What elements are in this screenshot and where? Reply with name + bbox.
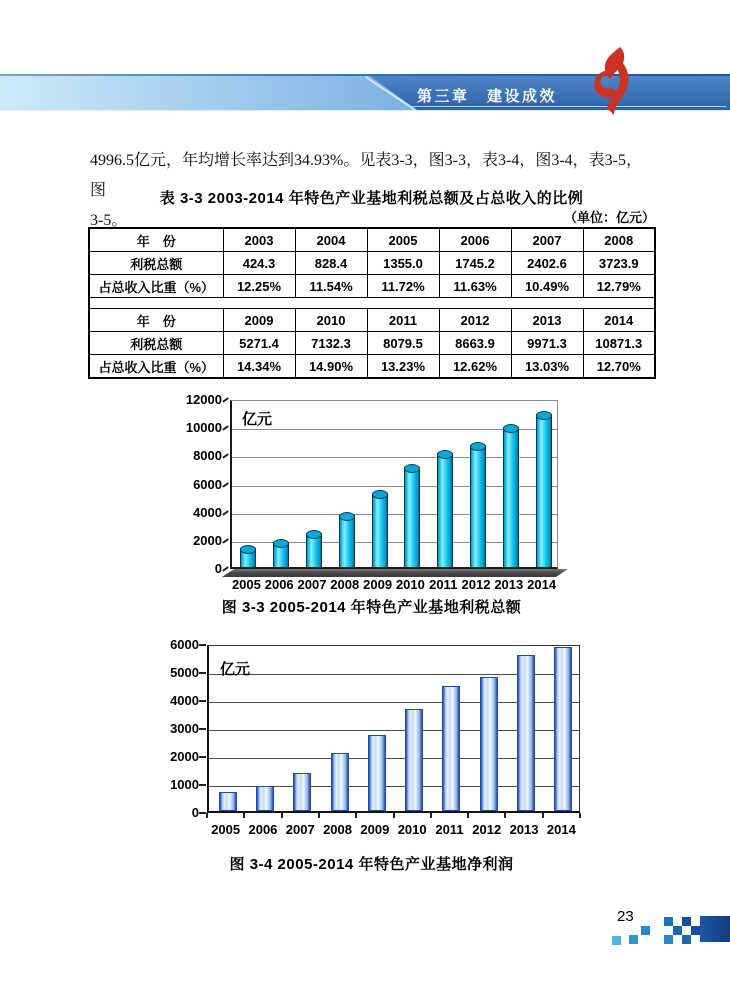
x-axis-label: 2008 bbox=[323, 822, 352, 837]
plot-area bbox=[230, 400, 558, 569]
y-axis-label: 4000 bbox=[193, 504, 222, 520]
y-axis-label: 5000 bbox=[170, 665, 199, 680]
value-cell: 1745.2 bbox=[439, 252, 511, 275]
value-cell: 3723.9 bbox=[583, 252, 655, 275]
bar-2007 bbox=[293, 773, 311, 811]
x-axis-tick bbox=[579, 813, 581, 818]
value-cell: 8663.9 bbox=[439, 332, 511, 355]
table-spacer-row bbox=[89, 298, 655, 309]
value-cell: 8079.5 bbox=[367, 332, 439, 355]
chapter-title: 第三章 建设成效 bbox=[417, 88, 558, 105]
value-cell: 14.34% bbox=[223, 355, 295, 379]
table-row bbox=[89, 355, 655, 379]
value-cell: 13.03% bbox=[511, 355, 583, 379]
x-axis-label: 2013 bbox=[494, 577, 524, 592]
flame-logo-icon bbox=[584, 47, 642, 117]
y-axis-label: 1000 bbox=[170, 777, 199, 792]
bar-2008 bbox=[331, 753, 349, 811]
bar-2006 bbox=[273, 542, 289, 567]
row-label-cell: 占总收入比重（%） bbox=[89, 355, 223, 379]
row-label-cell: 年 份 bbox=[89, 309, 223, 332]
y-axis-label: 12000 bbox=[185, 392, 222, 407]
value-cell: 828.4 bbox=[295, 252, 367, 275]
x-axis-label: 2006 bbox=[264, 577, 294, 592]
chart-figure-3-4 bbox=[170, 636, 588, 848]
value-cell: 5271.4 bbox=[223, 332, 295, 355]
x-axis-tick bbox=[355, 813, 357, 818]
figure-3-4-caption: 图 3-4 2005-2014 年特色产业基地净利润 bbox=[229, 856, 514, 873]
y-axis-label: 2000 bbox=[193, 532, 222, 548]
chart-figure-3-3 bbox=[186, 392, 586, 602]
value-cell: 1355.0 bbox=[367, 252, 439, 275]
y-axis-tick bbox=[199, 728, 206, 730]
x-axis-label: 2009 bbox=[360, 822, 390, 837]
bar-2009 bbox=[372, 493, 388, 567]
y-axis-label: 4000 bbox=[170, 693, 199, 708]
plot-area bbox=[207, 645, 580, 813]
x-axis-label: 2009 bbox=[363, 577, 393, 592]
y-axis-tick bbox=[222, 454, 229, 460]
bar-2010 bbox=[405, 709, 423, 811]
value-cell: 12.25% bbox=[223, 275, 295, 298]
bar-2010 bbox=[404, 467, 420, 567]
x-axis-label: 2011 bbox=[429, 577, 458, 592]
y-axis-tick bbox=[222, 538, 229, 544]
x-axis-tick bbox=[430, 813, 432, 818]
y-axis-tick bbox=[222, 425, 229, 431]
value-cell: 2011 bbox=[367, 309, 439, 332]
bar-2006 bbox=[256, 786, 274, 812]
value-cell: 11.72% bbox=[367, 275, 439, 298]
x-axis-tick bbox=[318, 813, 320, 818]
page-number: 23 bbox=[617, 908, 634, 925]
y-axis-tick bbox=[222, 482, 229, 488]
y-axis-label: 3000 bbox=[170, 721, 199, 736]
value-cell: 2013 bbox=[511, 309, 583, 332]
row-label-cell: 年 份 bbox=[89, 228, 223, 252]
x-axis-label: 2007 bbox=[285, 822, 315, 837]
value-cell: 12.62% bbox=[439, 355, 511, 379]
x-axis-tick bbox=[542, 813, 544, 818]
table-row bbox=[89, 275, 655, 298]
y-axis-tick bbox=[199, 756, 206, 758]
value-cell: 2007 bbox=[511, 228, 583, 252]
bar-2014 bbox=[536, 414, 552, 567]
bar-2014 bbox=[554, 647, 572, 811]
x-axis-label: 2006 bbox=[248, 822, 278, 837]
bar-2011 bbox=[437, 453, 453, 567]
value-cell: 2003 bbox=[223, 228, 295, 252]
bar-2008 bbox=[339, 515, 355, 567]
value-cell: 2402.6 bbox=[511, 252, 583, 275]
x-axis-label: 2005 bbox=[231, 577, 261, 592]
y-axis-tick bbox=[222, 510, 229, 516]
value-cell: 424.3 bbox=[223, 252, 295, 275]
table-row bbox=[89, 309, 655, 332]
value-cell: 10.49% bbox=[511, 275, 583, 298]
banner-underline bbox=[412, 106, 726, 107]
y-axis-label: 8000 bbox=[193, 448, 222, 464]
x-axis-tick bbox=[467, 813, 469, 818]
y-axis-label: 0 bbox=[191, 805, 199, 820]
bar-2012 bbox=[480, 677, 498, 811]
x-axis-label: 2010 bbox=[395, 577, 425, 592]
x-axis-label: 2007 bbox=[297, 577, 327, 592]
bar-2007 bbox=[306, 533, 322, 567]
ratio-table bbox=[88, 227, 656, 379]
table-title: 表 3-3 2003-2014 年特色产业基地利税总额及占总收入的比例 bbox=[159, 190, 584, 207]
table-row bbox=[89, 332, 655, 355]
value-cell: 2014 bbox=[583, 309, 655, 332]
x-axis-tick bbox=[243, 813, 245, 818]
value-cell: 10871.3 bbox=[583, 332, 655, 355]
chart-floor-3d bbox=[222, 569, 568, 577]
bar-2013 bbox=[517, 655, 535, 811]
value-cell: 7132.3 bbox=[295, 332, 367, 355]
value-cell: 11.54% bbox=[295, 275, 367, 298]
y-axis-label: 0 bbox=[214, 561, 222, 576]
value-cell: 2012 bbox=[439, 309, 511, 332]
y-axis-tick bbox=[222, 397, 229, 403]
x-axis-tick bbox=[504, 813, 506, 818]
table-unit-note: （单位：亿元） bbox=[563, 210, 655, 225]
value-cell: 11.63% bbox=[439, 275, 511, 298]
row-label-cell: 利税总额 bbox=[89, 252, 223, 275]
y-axis-unit-label: 亿元 bbox=[220, 661, 251, 678]
value-cell: 2004 bbox=[295, 228, 367, 252]
x-axis-label: 2013 bbox=[509, 822, 539, 837]
x-axis-tick bbox=[281, 813, 283, 818]
value-cell: 2010 bbox=[295, 309, 367, 332]
y-axis-tick bbox=[199, 672, 206, 674]
value-cell: 12.79% bbox=[583, 275, 655, 298]
value-cell: 12.70% bbox=[583, 355, 655, 379]
bar-2012 bbox=[470, 445, 486, 567]
x-axis-label: 2011 bbox=[435, 822, 464, 837]
spacer-cell bbox=[89, 298, 655, 309]
y-axis-label: 2000 bbox=[170, 749, 199, 764]
value-cell: 2006 bbox=[439, 228, 511, 252]
y-axis-label: 6000 bbox=[193, 476, 222, 492]
value-cell: 2008 bbox=[583, 228, 655, 252]
x-axis-label: 2014 bbox=[546, 822, 576, 837]
body-line-1: 4996.5亿元，年均增长率达到34.93%。见表3-3，图3-3，表3-4，图3-4，表3-5，图 bbox=[90, 152, 642, 199]
body-line-2: 3-5。 bbox=[90, 212, 128, 229]
y-axis-tick bbox=[199, 644, 206, 646]
x-axis-tick bbox=[393, 813, 395, 818]
bar-2005 bbox=[219, 792, 237, 811]
bar-2011 bbox=[442, 686, 460, 811]
value-cell: 2005 bbox=[367, 228, 439, 252]
bar-2009 bbox=[368, 735, 386, 811]
y-axis-label: 6000 bbox=[170, 637, 199, 652]
x-axis-label: 2010 bbox=[397, 822, 427, 837]
row-label-cell: 占总收入比重（%） bbox=[89, 275, 223, 298]
x-axis-label: 2012 bbox=[472, 822, 502, 837]
value-cell: 14.90% bbox=[295, 355, 367, 379]
x-axis-label: 2012 bbox=[461, 577, 491, 592]
y-axis-tick bbox=[199, 700, 206, 702]
value-cell: 13.23% bbox=[367, 355, 439, 379]
y-axis-tick bbox=[199, 812, 206, 814]
y-axis-label: 10000 bbox=[185, 420, 222, 436]
y-axis-tick bbox=[199, 784, 206, 786]
y-axis-tick bbox=[222, 566, 229, 572]
x-axis-label: 2005 bbox=[211, 822, 241, 837]
x-axis-label: 2014 bbox=[527, 577, 557, 592]
row-label-cell: 利税总额 bbox=[89, 332, 223, 355]
y-axis-unit-label: 亿元 bbox=[242, 411, 273, 428]
x-axis-label: 2008 bbox=[330, 577, 360, 592]
x-axis-tick bbox=[206, 813, 208, 818]
value-cell: 9971.3 bbox=[511, 332, 583, 355]
figure-3-3-caption: 图 3-3 2005-2014 年特色产业基地利税总额 bbox=[221, 599, 522, 616]
bar-2013 bbox=[503, 427, 519, 567]
bar-2005 bbox=[240, 548, 256, 567]
table-row bbox=[89, 252, 655, 275]
value-cell: 2009 bbox=[223, 309, 295, 332]
table-row bbox=[89, 228, 655, 252]
